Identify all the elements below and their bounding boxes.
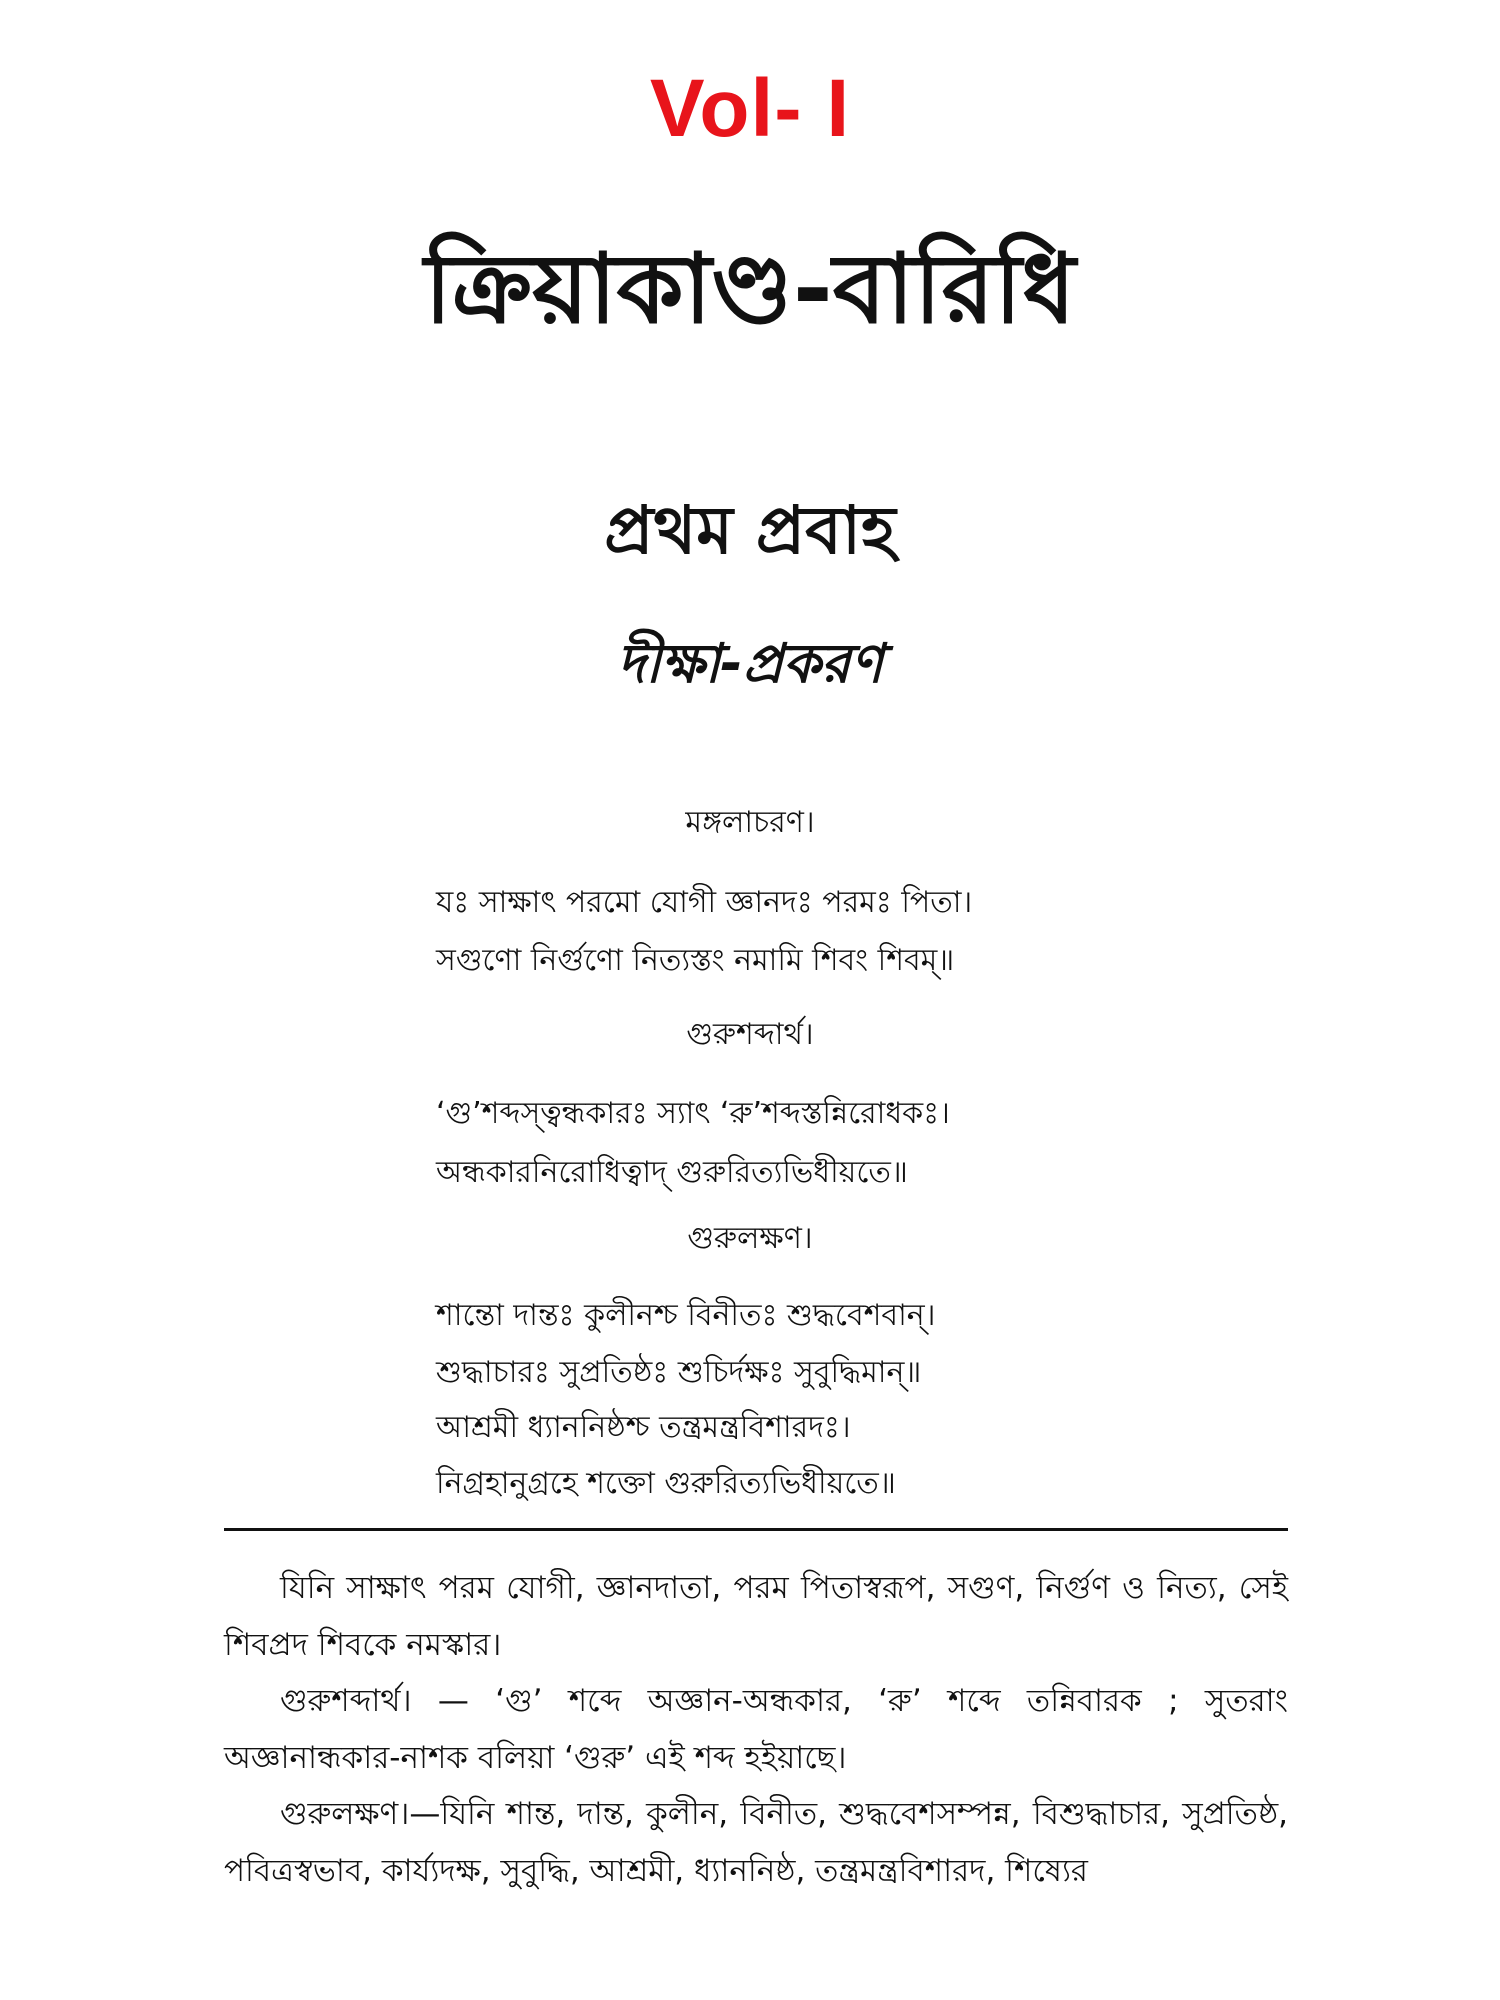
verse-heading: মঙ্গলাচরণ। xyxy=(685,805,815,840)
verse-line: ‘গু’শব্দস্ত্বন্ধকারঃ স্যাৎ ‘রু’শব্দস্তন্নিরোধকঃ। xyxy=(436,1096,950,1131)
chapter-title: দীক্ষা-প্রকরণ xyxy=(616,632,884,695)
commentary-paragraph: গুরুলক্ষণ।—যিনি শান্ত, দান্ত, কুলীন, বিনীত, শুদ্ধবেশসম্পন্ন, বিশুদ্ধাচার, সুপ্রতিষ্ঠ, পবিত্রস্বভাব, কার্য্যদক্ষ, সুবুদ্ধি, আশ্রমী, ধ্যাননিষ্ঠ, তন্ত্রমন্ত্রবিশারদ, শিষ্যের xyxy=(224,1796,1288,1889)
verse-line: আশ্রমী ধ্যাননিষ্ঠশ্চ তন্ত্রমন্ত্রবিশারদঃ। xyxy=(436,1410,851,1445)
verse-line: যঃ সাক্ষাৎ পরমো যোগী জ্ঞানদঃ পরমঃ পিতা। xyxy=(436,885,973,920)
commentary xyxy=(224,1560,1288,1899)
section-title: প্রথম প্রবাহ xyxy=(604,492,896,569)
commentary-paragraph: যিনি সাক্ষাৎ পরম যোগী, জ্ঞানদাতা, পরম পিতাস্বরূপ, সগুণ, নির্গুণ ও নিত্য, সেই শিবপ্রদ শিবকে নমস্কার। xyxy=(224,1570,1288,1663)
volume-label: Vol- I xyxy=(649,63,851,154)
verse-heading: গুরুলক্ষণ। xyxy=(687,1221,813,1256)
verse-line: শুদ্ধাচারঃ সুপ্রতিষ্ঠঃ শুচির্দক্ষঃ সুবুদ্ধিমান্॥ xyxy=(436,1355,922,1390)
verse-line: অন্ধকারনিরোধিত্বাদ্ গুরুরিত্যভিধীয়তে॥ xyxy=(436,1155,908,1190)
verse-heading: গুরুশব্দার্থ। xyxy=(686,1017,814,1052)
book-title: ক্রিয়াকাণ্ড-বারিধি xyxy=(424,233,1076,345)
verse-line: নিগ্রহানুগ্রহে শক্তো গুরুরিত্যভিধীয়তে॥ xyxy=(436,1466,896,1501)
commentary-paragraph: গুরুশব্দার্থ। — ‘গু’ শব্দে অজ্ঞান-অন্ধকার, ‘রু’ শব্দে তন্নিবারক ; সুতরাং অজ্ঞানান্ধকার-নাশক বলিয়া ‘গুরু’ এই শব্দ হইয়াছে। xyxy=(224,1683,1288,1776)
verse-line: সগুণো নির্গুণো নিত্যস্তং নমামি শিবং শিবম্॥ xyxy=(436,943,955,978)
divider-rule xyxy=(224,1528,1288,1531)
verse-line: শান্তো দান্তঃ কুলীনশ্চ বিনীতঃ শুদ্ধবেশবান্। xyxy=(436,1298,936,1333)
